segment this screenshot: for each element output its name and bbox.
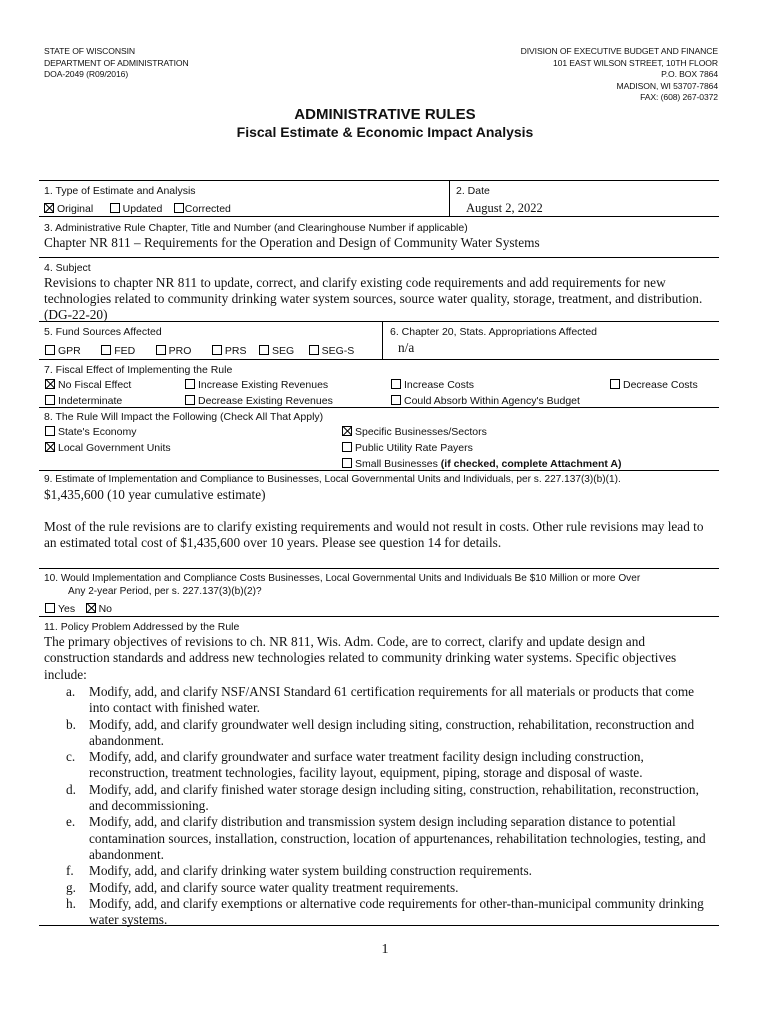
fund-gpr-option[interactable]: GPR (45, 343, 81, 359)
q10-yes-option[interactable]: Yes (45, 601, 75, 617)
checkbox-icon (156, 345, 166, 355)
checkbox-icon (45, 395, 55, 405)
header-city: MADISON, WI 53707-7864 (616, 80, 718, 91)
row-estimate (39, 471, 719, 569)
checkbox-icon (45, 426, 55, 436)
fund-seg-s-option[interactable]: SEG-S (309, 343, 355, 359)
list-item: a. Modify, add, and clarify NSF/ANSI Standard 61 certification requirements for all materials or products that come into contact with finished water. (66, 684, 695, 716)
utility-rate-payers-option[interactable]: Public Utility Rate Payers (342, 440, 621, 456)
checkbox-icon (342, 458, 352, 468)
absorb-costs-option[interactable]: Could Absorb Within Agency's Budget (391, 393, 580, 409)
list-item: f. Modify, add, and clarify drinking water system building construction requirements. (66, 863, 533, 879)
fund-pro-option[interactable]: PRO (156, 343, 192, 359)
header-state: STATE OF WISCONSIN (44, 46, 135, 56)
state-economy-option[interactable]: State's Economy (45, 424, 171, 440)
increase-costs-option[interactable]: Increase Costs (391, 377, 580, 393)
fiscal-estimate-form (39, 180, 719, 926)
q1-updated-option[interactable]: Updated (110, 201, 163, 217)
q4-label: 4. Subject (44, 262, 91, 274)
checkbox-icon (391, 395, 401, 405)
q8-label: 8. The Rule Will Impact the Following (Check All That Apply) (44, 411, 324, 423)
checkbox-icon (101, 345, 111, 355)
checkbox-checked-icon (86, 603, 96, 613)
q9-text: Most of the rule revisions are to clarify existing requirements and would not result in costs. Other rule revisions may lead to an estimated total cost of $1,435,600 over 10 years. Please see question 14 for details. (44, 519, 704, 550)
q9-amount: $1,435,600 (10 year cumulative estimate) (44, 487, 266, 502)
header-form-number: DOA-2049 (R09/2016) (44, 69, 129, 79)
q9-label: 9. Estimate of Implementation and Compliance to Businesses, Local Governmental Units and Individuals, per s. 227.137(3)(b)(1). (44, 474, 621, 485)
indeterminate-option[interactable]: Indeterminate (45, 393, 131, 409)
list-item: d. Modify, add, and clarify finished water storage design including siting, construction, rehabilitation, reconstruction, and decommissioning. (66, 781, 699, 814)
row-type-date (39, 181, 719, 217)
fund-prs-option[interactable]: PRS (212, 343, 247, 359)
row-ten-million (39, 569, 719, 617)
checkbox-checked-icon (45, 379, 55, 389)
checkbox-icon (342, 442, 352, 452)
small-businesses-option[interactable]: Small Businesses (if checked, complete Attachment A) (342, 456, 621, 472)
page-number: 1 (381, 942, 389, 957)
checkbox-icon (259, 345, 269, 355)
header-division: DIVISION OF EXECUTIVE BUDGET AND FINANCE (520, 46, 718, 56)
q11-label: 11. Policy Problem Addressed by the Rule (44, 621, 240, 633)
objectives-list (39, 684, 714, 928)
q6-value: n/a (398, 340, 415, 355)
q2-date-value: August 2, 2022 (466, 201, 543, 215)
decrease-revenues-option[interactable]: Decrease Existing Revenues (185, 393, 333, 409)
row-subject (39, 258, 719, 322)
q1-corrected-option[interactable]: Corrected (174, 201, 231, 217)
header-left (44, 46, 189, 81)
checkbox-icon (45, 603, 55, 613)
q3-label: 3. Administrative Rule Chapter, Title and Number (and Clearinghouse Number if applicable) (44, 222, 468, 234)
q1-label: 1. Type of Estimate and Analysis (44, 185, 196, 197)
q7-label: 7. Fiscal Effect of Implementing the Rule (44, 364, 233, 376)
q3-value: Chapter NR 811 – Requirements for the Operation and Design of Community Water Systems (44, 235, 540, 250)
q4-value: Revisions to chapter NR 811 to update, correct, and clarify existing code requirements and add requirements for new technologies related to community drinking water system sources, source water quality, storage, treatment, and distribution. (DG-22-20) (44, 275, 703, 322)
checkbox-icon (45, 345, 55, 355)
row-policy-problem (39, 617, 719, 928)
fund-seg-option[interactable]: SEG (259, 343, 294, 359)
small-businesses-note: (if checked, complete Attachment A) (440, 458, 622, 470)
checkbox-icon (610, 379, 620, 389)
header-street: 101 EAST WILSON STREET, 10TH FLOOR (552, 57, 718, 68)
header-po-box: P.O. BOX 7864 (661, 69, 718, 79)
increase-revenues-option[interactable]: Increase Existing Revenues (185, 377, 333, 393)
no-fiscal-effect-option[interactable]: No Fiscal Effect (45, 377, 131, 393)
list-item: c. Modify, add, and clarify groundwater and surface water treatment facility design including construction, reconstruction, treatment technologies, facility layout, equipment, piping, storage and disposal of waste. (66, 749, 644, 781)
list-item: b. Modify, add, and clarify groundwater well design including siting, construction, rehabilitation, reconstruction and abandonment. (66, 716, 695, 748)
page-subtitle: Fiscal Estimate & Economic Impact Analysis (236, 124, 534, 140)
q6-label: 6. Chapter 20, Stats. Appropriations Affected (390, 326, 598, 338)
checkbox-checked-icon (45, 442, 55, 452)
q2-label: 2. Date (456, 185, 490, 197)
header-right (521, 46, 718, 104)
decrease-costs-option[interactable]: Decrease Costs (610, 377, 698, 393)
row-chapter (39, 217, 719, 258)
checkbox-icon (309, 345, 319, 355)
q5-label: 5. Fund Sources Affected (44, 326, 162, 338)
checkbox-icon (185, 379, 195, 389)
header-fax: FAX: (608) 267-0372 (640, 92, 718, 102)
local-government-option[interactable]: Local Government Units (45, 440, 171, 456)
row-fund-sources (39, 322, 719, 360)
q10-no-option[interactable]: No (86, 601, 112, 617)
checkbox-icon (391, 379, 401, 389)
checkbox-icon (174, 203, 184, 213)
q1-original-option[interactable]: Original (44, 201, 93, 217)
checkbox-icon (110, 203, 120, 213)
list-item: e. Modify, add, and clarify distribution and transmission system design including separation distance to potential contamination sources, installation, construction, location of appurtenances, rehabilitation technologies, testing, and abandonment. (66, 814, 706, 862)
q10-label-line1: 10. Would Implementation and Compliance Costs Businesses, Local Governmental Units and Individuals Be $10 Million or more Over (44, 573, 641, 584)
q11-intro: The primary objectives of revisions to ch. NR 811, Wis. Adm. Code, are to correct, clarify and update design and construction standards and address new technologies related to community drinking water systems. Specific objectives include: (44, 634, 677, 682)
q10-label-line2: Any 2-year Period, per s. 227.137(3)(b)(2)? (68, 586, 262, 597)
list-item: g. Modify, add, and clarify source water quality treatment requirements. (66, 879, 459, 895)
row-fiscal-effect (39, 360, 719, 408)
checkbox-icon (212, 345, 222, 355)
checkbox-icon (185, 395, 195, 405)
page-title: ADMINISTRATIVE RULES (294, 106, 476, 123)
list-item: h. Modify, add, and clarify exemptions or alternative code requirements for other-than-municipal community drinking water systems. (66, 895, 704, 928)
row-impact (39, 408, 719, 471)
fund-fed-option[interactable]: FED (101, 343, 135, 359)
header-department: DEPARTMENT OF ADMINISTRATION (44, 57, 189, 68)
checkbox-checked-icon (44, 203, 54, 213)
specific-businesses-option[interactable]: Specific Businesses/Sectors (342, 424, 621, 440)
checkbox-checked-icon (342, 426, 352, 436)
